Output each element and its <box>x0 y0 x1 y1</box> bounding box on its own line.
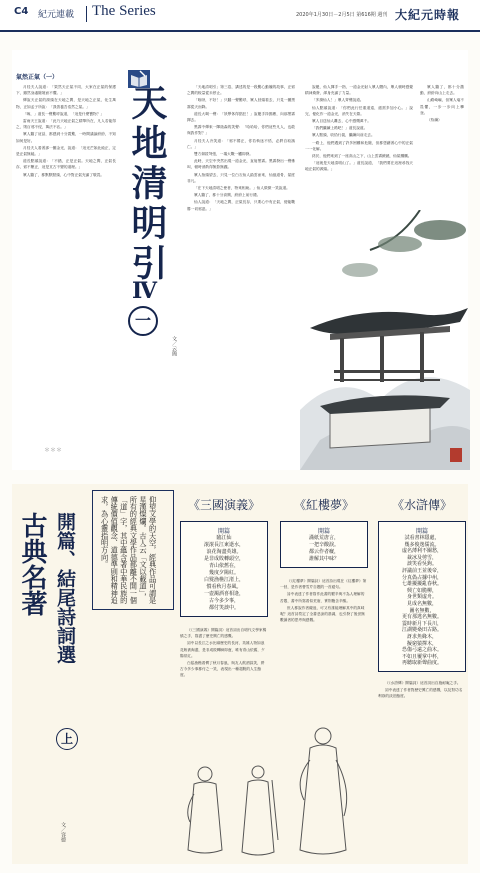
masthead-logo: 大紀元時報 <box>395 8 461 22</box>
poem-line: 圖名無數， <box>409 607 435 614</box>
title-char: 清 <box>126 164 168 204</box>
classics-subtitle: 開篇、結尾詩詞選 <box>54 512 76 664</box>
poem-line: 幾度夕陽紅。 <box>208 570 239 576</box>
book-title: 《三國演義》 <box>187 498 260 512</box>
issue-date: 2020年1月30日－2月5日 第616期 週刊 <box>296 12 388 18</box>
poem-line: 不如且覆掌中杯， <box>401 653 442 660</box>
title-char: 天 <box>126 84 168 124</box>
poem-line: 恐傷弓遠之曲木。 <box>401 647 442 654</box>
poem-line: 古今多少事， <box>208 598 239 604</box>
paragraph: 仙人點頭說道：「你們此行任重道遠，還需多加小心。」說完，便化作一道金光，消失在天際。 <box>305 105 413 116</box>
book-title: 《紅樓夢》 <box>293 498 354 512</box>
book-shuihu <box>378 496 466 750</box>
classics-title: 古典名著 <box>17 512 47 616</box>
section-name-cn: 紀元連載 <box>38 10 75 20</box>
paragraph: 「這就是天地清明山了。」道長說道，「我們要在這裡尋找天地正氣的源頭。」 <box>305 161 413 172</box>
note-paragraph: 世人都說作者癡迷，可又有誰能理解其中的真味呢？這首詩奠定了全書悲涼的基調，也引發了後世無數讀者的思考與感慨。 <box>280 605 365 623</box>
title-char: 明 <box>126 204 168 244</box>
poem-box <box>180 521 268 617</box>
paragraph: 說罷，仙人揮手一指，一道金光射入眾人體內，眾人頓時感覺精神煥發，渾身充滿了力量。 <box>305 85 413 96</box>
article-column-2 <box>187 84 295 464</box>
article-column-4 <box>420 84 464 214</box>
article-subtitle: 氣然正氣（一） <box>16 74 59 81</box>
poem-line: 青山依舊在， <box>208 563 239 569</box>
header-divider <box>86 6 87 22</box>
note-paragraph: 白髮漁樵看慣了秋月春風，與友人飲酒談笑，將古今多少事都付之一笑，表現出一種超脫的人生態度。 <box>180 661 265 678</box>
note-paragraph: （《三國演義》開篇詞）這首詞出自明代文學家楊慎之手，寫盡了歷史興亡的感慨。 <box>180 628 267 639</box>
paragraph: 道長大喝一聲：「妖孽休得猖狂！」說罷手持拂塵，向那黑霧揮去。 <box>187 111 295 123</box>
figure-illustration-1 <box>180 760 230 860</box>
poem <box>183 535 265 612</box>
part-numeral: Ⅳ <box>132 278 157 304</box>
poem-line: 擬窮猿擇木， <box>406 640 437 647</box>
poem-line: 談笑看吳鉤。 <box>406 561 437 568</box>
poem-line: 見成名無數， <box>406 600 437 607</box>
paragraph: 黑霧中傳來一陣陰森的笑聲：「哈哈哈，你們這些凡人，也敢與我作對？」 <box>187 125 295 136</box>
poem-line: 白髮漁樵江渚上， <box>203 577 244 583</box>
classics-part-circle: 上 <box>56 728 78 750</box>
page-number: C4 <box>14 6 29 17</box>
poem-section-label: 開篇 <box>415 528 428 535</box>
book-note <box>180 627 268 685</box>
poem-line: 試看書林隱處， <box>404 535 440 541</box>
poem-section-label: 開篇 <box>317 528 330 535</box>
paragraph: 「我們繼續上路吧！」道長說道。 <box>312 126 368 131</box>
paragraph: 雷雨天王說道：「此乃天地正氣之精華所在，凡人若能得之，則百邪不侵，萬法不沾。」 <box>16 119 116 130</box>
article-author: 文／云簡 <box>171 336 177 356</box>
article-title <box>128 84 166 284</box>
poem-box <box>378 521 466 672</box>
poem-line: 興亡如脆柳， <box>406 587 437 594</box>
paragraph: 「咦，」道長一聲驚呼說道，「這是什麼寶物？」 <box>23 111 105 116</box>
paragraph: 「多謝仙人！」眾人齊聲說道。 <box>312 98 364 103</box>
poem <box>381 535 463 667</box>
note-paragraph: （《紅樓夢》開篇詩）這首詩出現在《紅樓夢》第一回，是作者曹雪芹自題的一首絕句。 <box>280 579 367 590</box>
paragraph: 「在下天地清明之使者，特來相助。」仙人微微一笑說道。 <box>194 186 290 191</box>
poem-line: 浪花淘盡英雄。 <box>206 549 242 555</box>
paragraph: 雙方劍拔弩張，一場大戰一觸即發。 <box>194 152 253 157</box>
paragraph: 「唉呀，不好！」只聽一聲驚呼，眾人回頭看去，只見一團黑霧從天而降。 <box>187 98 295 109</box>
note-paragraph: 詞中以長江之水比喻歷史的長河，英雄人物如浪花般被淘盡，是非成敗轉瞬即逝，唯有青山依舊，夕陽常紅。 <box>180 641 265 658</box>
poem-line: 虛名薄利不關愁， <box>401 548 442 555</box>
note-paragraph: 詞中表達了作者對歷史興亡的感慨，以及對功名利祿的淡泊態度。 <box>378 688 463 699</box>
article-column-1 <box>16 84 116 464</box>
paragraph: 山路崎嶇，但眾人毫不畏懼，一步一步向上攀登。 <box>420 98 464 115</box>
paragraph: 道長點頭說道：「不錯，正是正氣。天地之間，正氣長存，邪不壓正，這是亘古不變的道理。」 <box>16 159 116 170</box>
paragraph: 眾人聽了，都十分高興，紛紛上前行禮。 <box>194 193 261 198</box>
paragraph: 終於，他們來到了一座高山之下，山上雲霧繚繞，仙氣飄飄。 <box>312 154 412 159</box>
poem-line: 都付笑談中。 <box>208 605 239 611</box>
book-note <box>280 578 368 696</box>
paragraph: 一路上，他們遇到了許多困難和危險，但都憑藉著心中的正氣一一化解。 <box>305 140 413 151</box>
paragraph: （待續） <box>427 118 442 123</box>
poem-line: 更有那逃名無數。 <box>401 614 442 621</box>
pavilion-painting <box>300 210 470 470</box>
classics-author: 文／容德 <box>60 822 66 842</box>
book-title: 《水滸傳》 <box>391 498 452 512</box>
section-name-en: The Series <box>92 3 156 19</box>
note-paragraph: （《水滸傳》開篇詞）這首詞出自施耐庵之手。 <box>385 680 461 685</box>
poem-line: 霎時新月下長川， <box>401 620 442 627</box>
poem-section-label: 開篇 <box>217 528 230 535</box>
poem <box>283 535 365 563</box>
title-char: 引 <box>126 244 168 284</box>
figure-illustration-2 <box>288 720 358 860</box>
paragraph: 月桂夫人看著那一團金光，說道：「這光芒如此純正，定是正氣無疑。」 <box>16 145 116 157</box>
poem-line: 一壺濁酒喜相逢， <box>203 591 244 597</box>
book-hongloumeng <box>280 496 368 696</box>
book-note <box>378 680 466 750</box>
paragraph: 「天地清明引」第三卷，講述的是一段驚心動魄的故事，正邪之間的較量從未停止。 <box>187 85 295 96</box>
poem-line: 訝求魚緣木， <box>406 633 437 640</box>
poem-line: 滾滾長江東逝水， <box>203 542 244 548</box>
paragraph: 眾人抬頭望去，只見一位白衣仙人踏雲而來，仙風道骨，氣度非凡。 <box>187 172 295 183</box>
note-paragraph: 詩中表達了作者寫作此書的艱辛與不為人理解的苦悶，書中所寫看似荒唐，實則飽含辛酸。 <box>280 592 365 603</box>
paragraph: 傳說天正氣的源頭在天地之間，是天地之正氣，化生萬物，正如孟子所說：「我善養吾浩然之氣。」 <box>16 98 116 109</box>
poem-line: 滿紙荒唐言， <box>308 535 339 541</box>
figure-illustration-3 <box>236 760 280 860</box>
poem-line: 誰解其中味？ <box>308 556 339 562</box>
poem-line: 都云作者癡， <box>308 549 339 555</box>
poem-line: 再聽取新聲曲度。 <box>401 660 442 667</box>
paragraph: 眾人聽了，都默默點頭，心中對正氣充滿了敬畏。 <box>23 172 105 177</box>
poem-line: 七雄擾擾亂春秋。 <box>401 581 442 588</box>
section-break: ＊＊＊ <box>44 447 63 454</box>
intro-text: 仰望文學的天空，經典作品可謂是星漢燦爛。古人云「文以載道」，所有的經典文學作品都離不開一個「道」字，其中蘊含著中華民族的傳統價值觀念、道德準則和精神追求，為心靈指明方向。 <box>100 496 158 604</box>
poem-line: 一把辛酸淚。 <box>308 542 339 548</box>
paragraph: 眾人目送仙人離去，心中感慨萬千。 <box>312 119 371 124</box>
poem-line: 身世類虛舟。 <box>406 594 437 601</box>
poem-line: 江湖變桑田古路。 <box>401 627 442 634</box>
book-sanguo <box>180 496 268 685</box>
poem-line: 幾多俊逸儒流。 <box>404 541 440 548</box>
poem-line: 慣看秋月春風。 <box>206 584 242 590</box>
paragraph: 眾人聽了，都十分激動，紛紛向山上走去。 <box>420 85 464 96</box>
paragraph: 此時，天空中突然出現一道金光，直射黑霧。黑霧發出一聲慘叫，頓時消散得無影無蹤。 <box>187 159 295 170</box>
paragraph: 仙人說道：「天地之間，正氣長存，只要心中有正氣，便能戰勝一切邪惡。」 <box>187 200 295 211</box>
paragraph: 眾人點頭，收拾行裝，繼續向前走去。 <box>312 133 375 138</box>
poem-box <box>280 521 368 568</box>
title-char: 地 <box>126 124 168 164</box>
poem-line: 分真偽占據中州， <box>401 574 442 581</box>
part-circle: 一 <box>128 306 158 336</box>
paragraph: 眾人聽了這話，都感到十分震驚，一時間議論紛紛，不知如何是好。 <box>16 132 116 143</box>
poem-line: 臨江仙 <box>216 535 232 541</box>
poem-line: 評議前王並後帝， <box>401 567 442 574</box>
paragraph: 月桂夫人冷笑道：「邪不勝正，你若執迷不悟，必將自取滅亡。」 <box>187 138 295 149</box>
paragraph: 月桂夫人說道：「果然天正氣不同，大家在正氣的保護下，雖然身處險境而不懼。」 <box>16 85 116 96</box>
poem-line: 是非成敗轉頭空， <box>203 556 244 562</box>
poem-line: 裁冰及剪雪， <box>406 554 437 561</box>
